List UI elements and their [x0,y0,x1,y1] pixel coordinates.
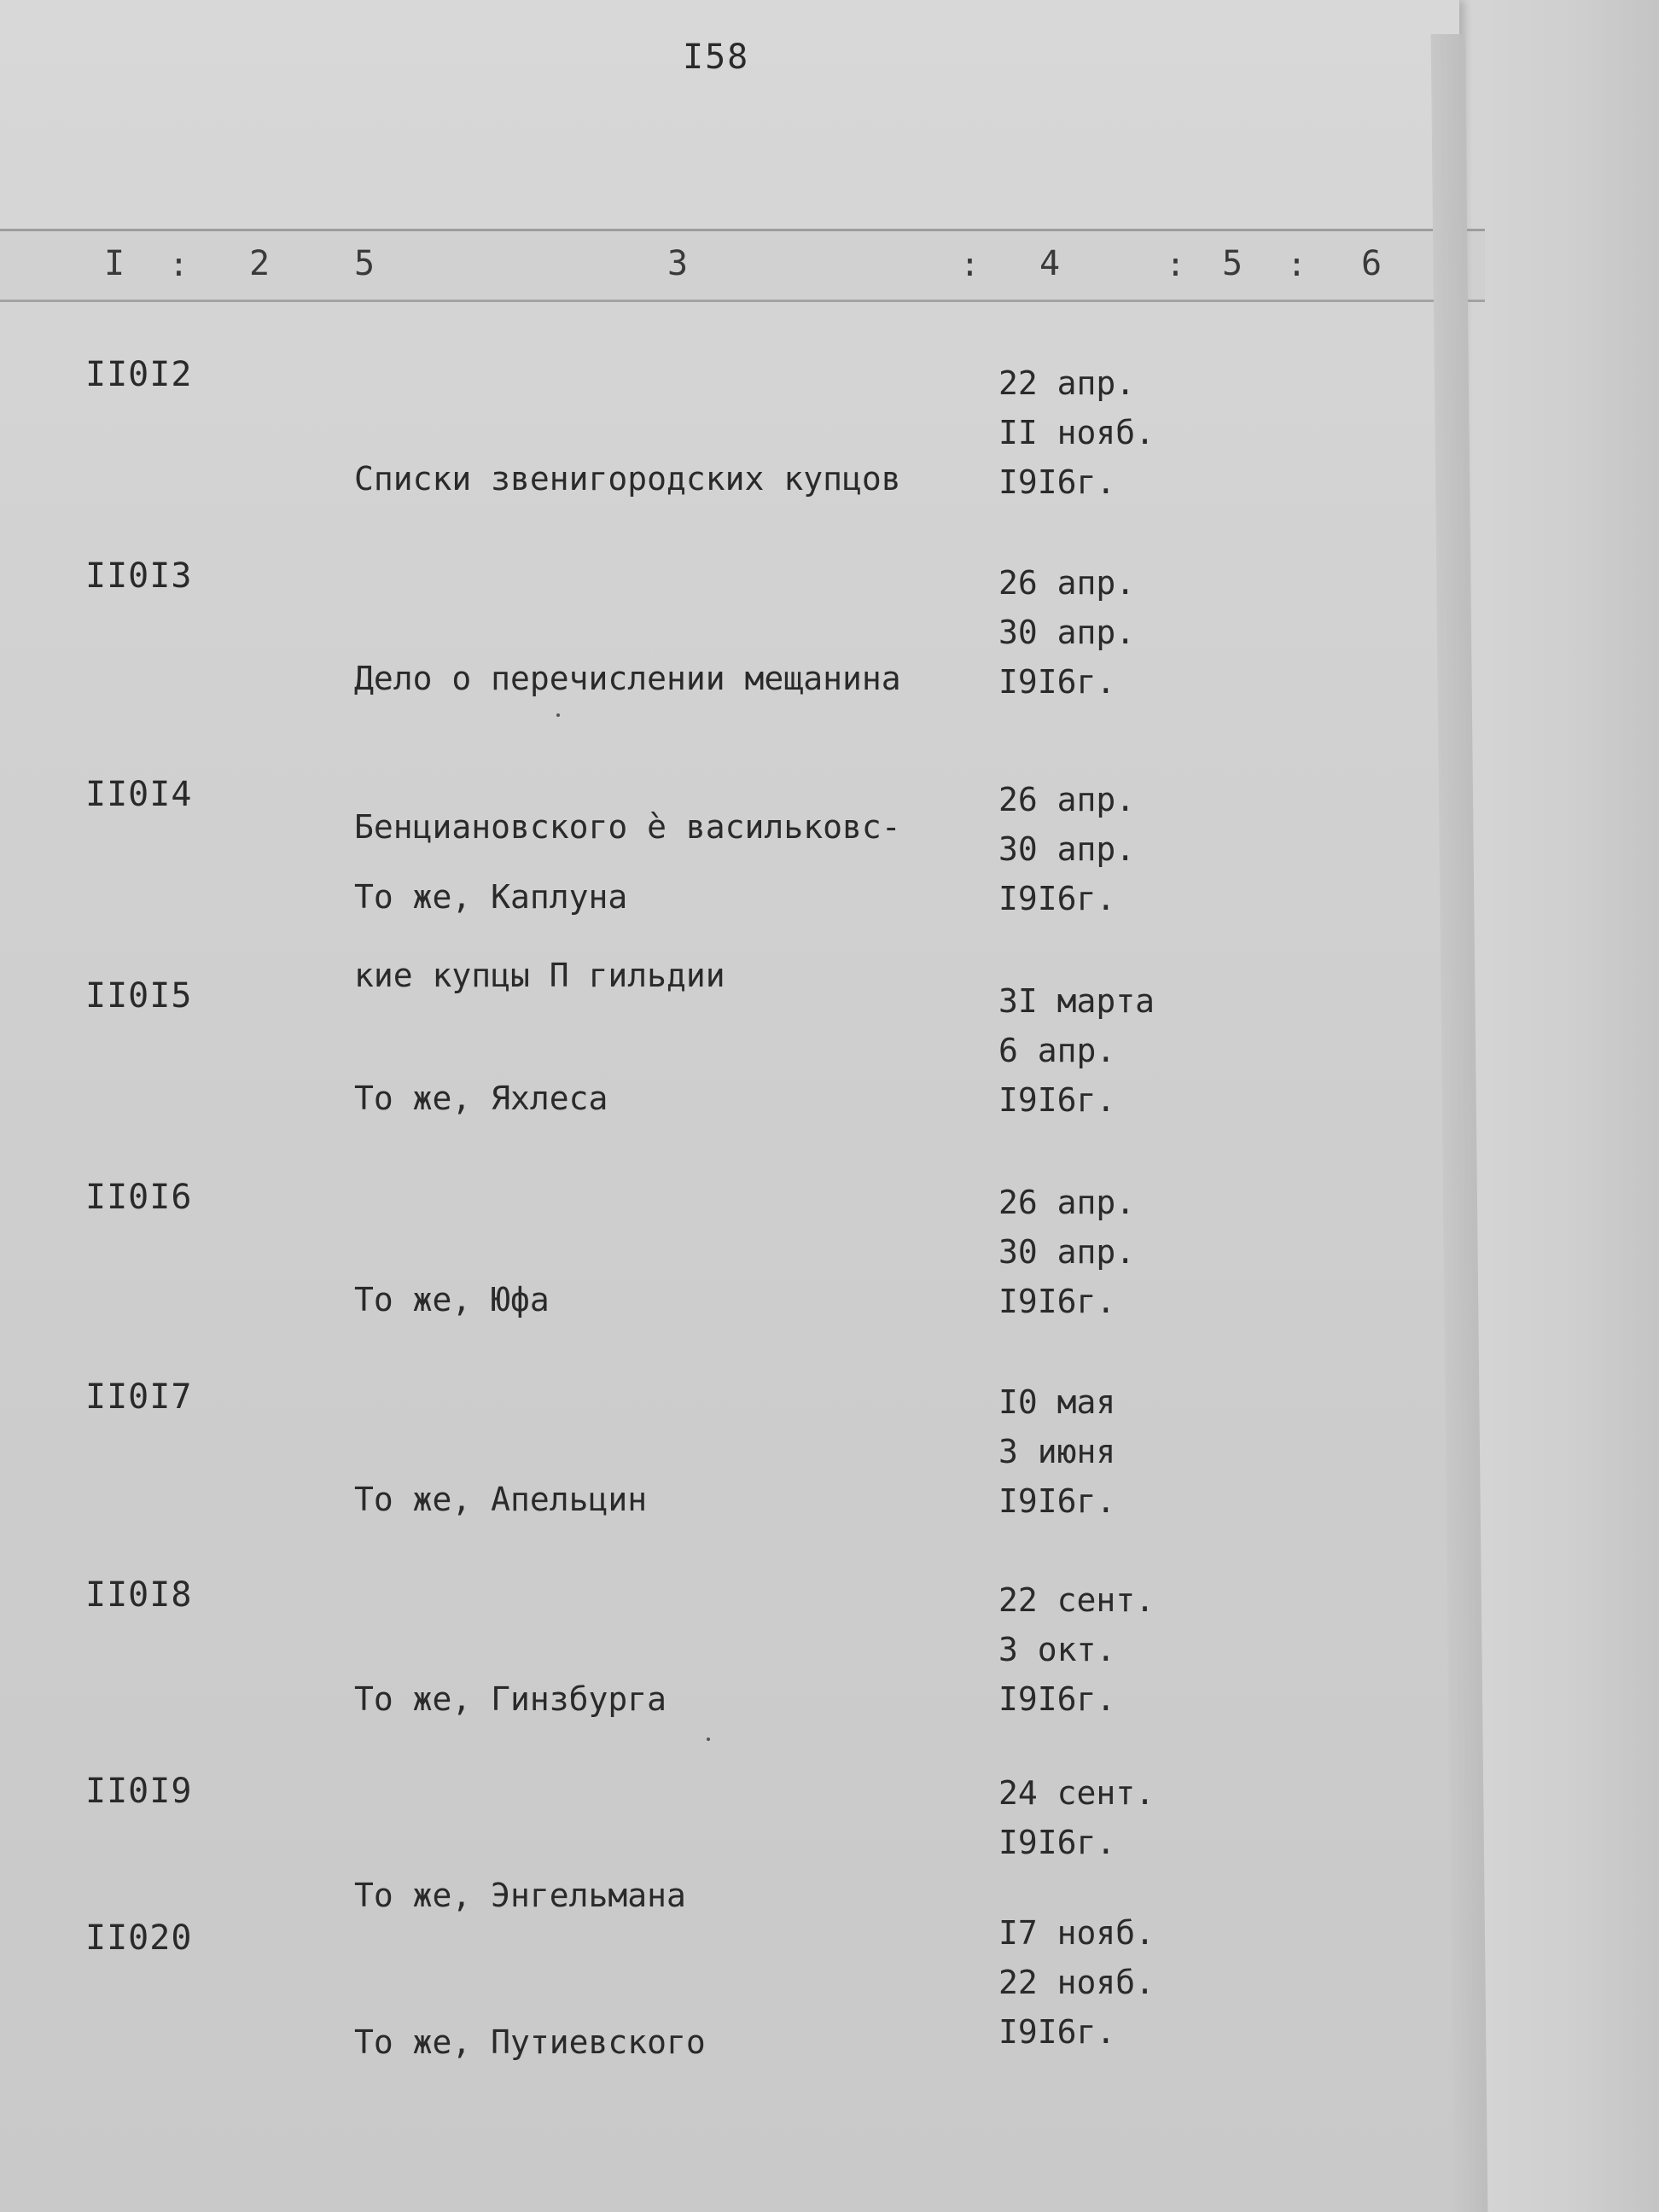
date-line: 26 апр. [998,781,1136,818]
row-dates-11020 [998,1908,1155,2057]
page-number: I58 [683,38,750,77]
row-id-11017: II0I7 [85,1377,193,1417]
date-line: 26 апр. [998,1184,1136,1221]
header-separator-1: : [169,246,189,283]
header-col-2: 2 [249,244,271,283]
table-header-bar [0,229,1485,302]
date-line: 6 апр. [998,1032,1116,1069]
date-line: I9I6г. [998,1081,1116,1119]
paper-speck [707,1738,710,1741]
row-dates-11013 [998,558,1135,707]
date-line: 22 сент. [998,1581,1155,1619]
date-line: 3 окт. [998,1631,1116,1668]
row-dates-11015 [998,976,1155,1125]
desc-line: То же, Яхлеса [354,1080,608,1117]
header-col-6: 6 [1361,244,1382,283]
date-line: I9I6г. [998,663,1116,701]
row-dates-11016 [998,1178,1135,1326]
date-line: I9I6г. [998,2013,1116,2051]
desc-line: То же, Каплуна [354,878,628,916]
header-col-1: I [104,244,125,283]
date-line: 30 апр. [998,830,1136,868]
date-line: 24 сент. [998,1774,1155,1812]
row-id-11013: II0I3 [85,556,193,596]
date-line: 22 нояб. [998,1964,1155,2001]
row-dates-11012 [998,358,1155,507]
date-line: I9I6г. [998,1283,1116,1320]
date-line: 3 июня [998,1433,1116,1470]
date-line: I9I6г. [998,1824,1116,1861]
desc-line: То же, Апельцин [354,1481,648,1518]
header-col-2b: 5 [354,244,375,283]
row-desc-11020 [354,1918,952,2166]
desc-line: То же, Юфа [354,1281,550,1318]
desc-line: То же, Энгельмана [354,1877,686,1914]
date-line: 26 апр. [998,564,1136,602]
date-line: I7 нояб. [998,1914,1155,1952]
desc-line: То же, Гинзбурга [354,1680,667,1718]
header-separator-2: : [960,246,980,283]
header-col-5: 5 [1222,244,1243,283]
date-line: I9I6г. [998,1680,1116,1718]
desc-line: Дело о перечислении мещанина [354,660,901,697]
desc-line: То же, Путиевского [354,2023,706,2061]
row-dates-11019 [998,1768,1155,1867]
date-line: 22 апр. [998,364,1136,402]
row-id-11019: II0I9 [85,1772,193,1811]
desc-line: Списки звенигородских купцов [354,460,901,498]
row-id-11012: II0I2 [85,355,193,394]
header-separator-4: : [1287,246,1307,283]
date-line: I9I6г. [998,1482,1116,1520]
date-line: I0 мая [998,1383,1116,1421]
row-id-11014: II0I4 [85,775,193,814]
header-separator-3: : [1166,246,1185,283]
row-id-11015: II0I5 [85,976,193,1016]
row-id-11020: II020 [85,1918,193,1958]
row-dates-11017 [998,1377,1115,1526]
header-col-3: 3 [667,244,689,283]
paper-speck [556,713,560,717]
date-line: II нояб. [998,414,1155,451]
row-dates-11018 [998,1575,1155,1724]
desc-line: Бенциановского ѐ васильковс- [354,808,901,846]
date-line: 30 апр. [998,1233,1136,1271]
row-dates-11014 [998,775,1135,923]
row-id-11016: II0I6 [85,1178,193,1217]
date-line: 3I марта [998,982,1155,1020]
row-id-11018: II0I8 [85,1575,193,1615]
desc-line: кие купцы П гильдии [354,957,725,994]
date-line: I9I6г. [998,463,1116,501]
header-col-4: 4 [1039,244,1061,283]
date-line: 30 апр. [998,614,1136,651]
date-line: I9I6г. [998,880,1116,917]
